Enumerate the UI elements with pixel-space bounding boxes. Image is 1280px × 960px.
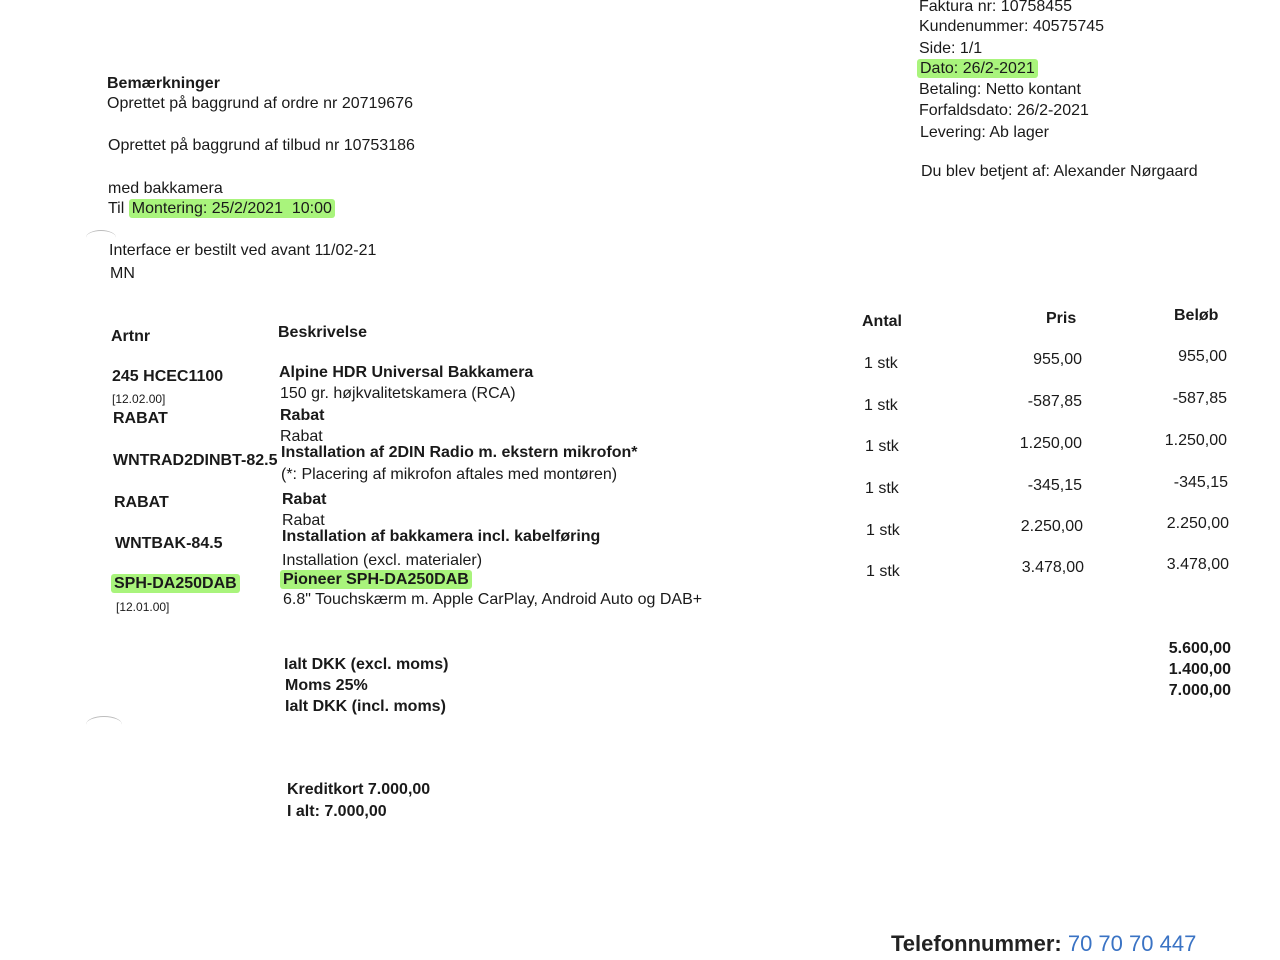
total-excl-label: Ialt DKK (excl. moms) <box>284 656 449 673</box>
remarks-mounting-prefix: Til <box>108 200 125 217</box>
row-description-detail: (*: Placering af mikrofon aftales med montøren) <box>281 466 618 483</box>
total-incl-value: 7.000,00 <box>1168 682 1231 699</box>
scan-mark <box>86 230 116 245</box>
served-by: Du blev betjent af: Alexander Nørgaard <box>921 163 1198 180</box>
column-header-artnr: Artnr <box>111 328 151 345</box>
row-quantity: 1 stk <box>866 563 900 580</box>
row-price: 955,00 <box>1033 351 1082 368</box>
invoice-date-highlight: Dato: 26/2-2021 <box>917 59 1038 78</box>
row-amount: -587,85 <box>1172 390 1227 407</box>
phone-number-link[interactable]: 70 70 70 447 <box>1067 931 1197 956</box>
row-description-detail: 6.8" Touchskærm m. Apple CarPlay, Android Auto og DAB+ <box>283 591 703 608</box>
payment-terms: Betaling: Netto kontant <box>919 81 1081 98</box>
row-description-highlight: Pioneer SPH-DA250DAB <box>280 570 472 589</box>
total-incl-label: Ialt DKK (incl. moms) <box>285 698 446 715</box>
delivery-terms: Levering: Ab lager <box>920 124 1049 141</box>
row-artnr: WNTRAD2DINBT-82.5 <box>113 452 278 469</box>
row-description-detail: Rabat <box>282 512 325 529</box>
credit-card-payment: Kreditkort 7.000,00 <box>287 781 431 798</box>
remarks-heading: Bemærkninger <box>107 75 220 92</box>
row-description: Alpine HDR Universal Bakkamera <box>279 364 534 381</box>
row-price: -345,15 <box>1027 477 1082 494</box>
remarks-mounting <box>108 200 335 218</box>
row-description-detail: Installation (excl. materialer) <box>282 552 483 569</box>
row-amount: 955,00 <box>1178 348 1227 365</box>
phone-line <box>891 931 1196 957</box>
row-quantity: 1 stk <box>864 355 898 372</box>
page-indicator: Side: 1/1 <box>919 40 983 57</box>
row-description-detail: 150 gr. højkvalitetskamera (RCA) <box>280 385 516 402</box>
row-description: Rabat <box>280 407 325 424</box>
remarks-mounting-highlight: Montering: 25/2/2021 10:00 <box>129 199 335 218</box>
remarks-initials: MN <box>110 265 135 282</box>
row-artnr <box>111 575 240 593</box>
row-quantity: 1 stk <box>866 522 900 539</box>
row-description: Rabat <box>282 491 327 508</box>
total-excl-value: 5.600,00 <box>1168 640 1231 657</box>
remarks-order-ref: Oprettet på baggrund af ordre nr 20719676 <box>107 95 413 112</box>
row-artnr-highlight: SPH-DA250DAB <box>111 574 240 593</box>
vat-label: Moms 25% <box>285 677 368 694</box>
column-header-amount: Beløb <box>1174 307 1219 324</box>
row-amount: 3.478,00 <box>1166 556 1229 573</box>
row-amount: -345,15 <box>1173 474 1228 491</box>
row-artnr-sub: [12.01.00] <box>116 600 170 614</box>
row-price: 2.250,00 <box>1020 518 1083 535</box>
customer-number: Kundenummer: 40575745 <box>919 18 1105 35</box>
phone-label: Telefonnummer: <box>891 931 1062 956</box>
row-artnr: WNTBAK-84.5 <box>115 535 223 552</box>
row-artnr: 245 HCEC1100 <box>112 368 224 385</box>
invoice-date <box>917 60 1038 78</box>
row-quantity: 1 stk <box>865 480 899 497</box>
vat-value: 1.400,00 <box>1168 661 1231 678</box>
row-description: Installation af bakkamera incl. kabelføring <box>282 528 601 545</box>
column-header-price: Pris <box>1046 310 1077 327</box>
row-amount: 1.250,00 <box>1164 432 1227 449</box>
row-artnr: RABAT <box>113 410 168 427</box>
row-amount: 2.250,00 <box>1166 515 1229 532</box>
row-description-detail: Rabat <box>280 428 323 445</box>
remarks-quote-ref: Oprettet på baggrund af tilbud nr 10753186 <box>108 137 415 154</box>
payment-total: I alt: 7.000,00 <box>287 803 387 820</box>
column-header-description: Beskrivelse <box>278 324 367 341</box>
row-price: -587,85 <box>1027 393 1082 410</box>
row-description: Installation af 2DIN Radio m. ekstern mikrofon* <box>281 444 638 461</box>
remarks-interface-note: Interface er bestilt ved avant 11/02-21 <box>109 242 377 259</box>
row-quantity: 1 stk <box>864 397 898 414</box>
due-date: Forfaldsdato: 26/2-2021 <box>919 102 1089 119</box>
row-artnr: RABAT <box>114 494 169 511</box>
scan-mark <box>86 716 122 733</box>
row-price: 1.250,00 <box>1019 435 1082 452</box>
row-quantity: 1 stk <box>865 438 899 455</box>
column-header-quantity: Antal <box>862 313 902 330</box>
remarks-camera-note: med bakkamera <box>108 180 223 197</box>
row-artnr-sub: [12.02.00] <box>112 392 166 406</box>
row-description <box>280 571 472 589</box>
row-price: 3.478,00 <box>1021 559 1084 576</box>
invoice-number: Faktura nr: 10758455 <box>919 0 1072 15</box>
